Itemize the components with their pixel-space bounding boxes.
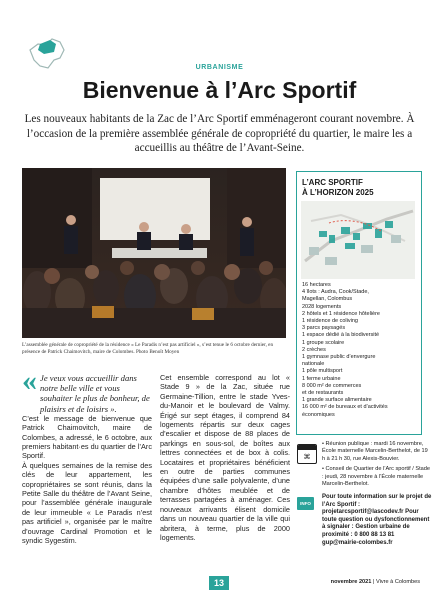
key-figure-item: 8 000 m² de commerces (302, 382, 362, 389)
lead-quote: Je veux vous accueillir dans notre belle ville et vous souhaiter le plus de bonheur, de plaisirs et de loisirs ». (40, 373, 150, 414)
article-title: Bienvenue à l’Arc Sportif (82, 77, 357, 103)
district-plan-map (301, 201, 415, 279)
svg-text:⌘: ⌘ (303, 454, 311, 461)
key-figure-item: 1 groupe scolaire (302, 339, 345, 346)
key-figure-item: 2 crèches (302, 346, 326, 353)
key-figure-item: 1 pôle multisport (302, 368, 343, 375)
meetings-info (322, 441, 432, 491)
assembly-photo (22, 168, 286, 338)
footer-issue (300, 579, 420, 585)
key-figure-item: 3 parcs paysagés (302, 325, 346, 332)
key-figures-title (302, 178, 417, 198)
key-figure-item: Magellan, Colombus (302, 296, 353, 303)
article-paragraph: Cet ensemble correspond au lot « Stade 9 » de la Zac, située rue Germaine-Tillion, entre le stade Yves-du-Manoir et le boulevard de Valmy. Érigé sur sept étages, il comprend 84 logements répartis sur deux cages d’escalier et dispose de 88 places de parkings en sous-sol, de boîtes aux lettres connectées et de box à colis. Locataires et propriétaires bénéficient en outre de parties communes équipées d’une salle polyvalente, d’une chambre d’hôtes meublée et de terrasses partagées à aménager. Ces nouveaux arrivants élisent domicile dans un nouveau quartier de la ville qui abritera, à terme, plus de 2000 logements. (160, 373, 290, 542)
key-figure-item: 2028 logements (302, 303, 342, 310)
key-figure-item: 16 hectares (302, 282, 331, 288)
theater-scene-illustration (22, 168, 286, 338)
key-figure-item: et de restaurants (302, 390, 344, 397)
article-paragraph: C’est le message de bienvenue que Patrick Chaimovitch, maire de Colombes, a adressé, le 6 octobre, aux premiers habitant·es du quartier de l’Arc Sportif. (22, 413, 152, 461)
key-figure-item: nationale (302, 361, 325, 368)
key-figure-item: 16 000 m² de bureaux et d’activités (302, 404, 388, 411)
calendar-icon (297, 444, 317, 464)
key-figure-item: 4 îlots : Audra, Cook/Stade, (302, 289, 369, 296)
contact-info: Pour toute information sur le projet de l’Arc Sportif : projetarcsportif@lascodev.fr Pour toute question ou dysfonctionnement à signaler : Gestion urbaine de proximité : 0 800 88 13 81 gup@mairie-colombes.fr (322, 494, 432, 546)
meeting-council: • Conseil de Quartier de l’Arc sportif / Stade : jeudi, 28 novembre à l’École maternelle Marcelin-Berthelot. (322, 466, 430, 488)
key-figures-list (302, 282, 417, 419)
meeting-public: • Réunion publique : mardi 16 novembre, École maternelle Marcelin-Berthelot, de 19 h à 21 h 30, rue Alexis-Bouvier. (322, 441, 428, 462)
photo-caption: L’assemblée générale de copropriété de la résidence « Le Paradis n’est pas artificiel », s’est tenue le 6 octobre dernier, en présence de Patrick Chaimovitch, maire de Colombes. Photo Benoît Moyen (22, 342, 274, 355)
key-figure-item: 1 grande surface alimentaire (302, 397, 372, 404)
footer-date: novembre 2021 (330, 579, 372, 585)
info-icon: INFO (297, 497, 314, 510)
key-figure-item: 1 gymnase public d’envergure (302, 354, 376, 361)
footer-magazine: Vivre à Colombes (375, 579, 420, 585)
article-column-1 (22, 364, 152, 546)
quote-mark-icon: « (22, 364, 37, 397)
page-number: 13 (209, 576, 229, 590)
key-figures-title-line: À L’HORIZON 2025 (302, 188, 374, 197)
key-figures-title-line: L’ARC SPORTIF (302, 178, 363, 187)
key-figure-item: 1 espace dédié à la biodiversité (302, 332, 380, 339)
key-figure-item: 1 résidence de coliving (302, 318, 358, 325)
article-paragraph: À quelques semaines de la remise des clés de leur appartement, les copropriétaires se sont réunis, dans la Petite Salle du théâtre de l’Avant Seine, pour l’assemblée générale inaugurale de leur immeuble « Le Paradis n’est pas artificiel », organisée par le maître d’ouvrage Cardinal Promotion et le syndic Sygestim. (22, 460, 152, 546)
article-intro: Les nouveaux habitants de la Zac de l’Arc Sportif emménageront courant novembre. À l’occasion de la première assemblée générale de copropriété du quartier, le maire les a accueillis au théâtre de l’Avant-Seine. (24, 113, 415, 154)
footer-separator: | (371, 579, 376, 585)
section-rubric: URBANISME (195, 64, 244, 71)
lead-quote-block (22, 364, 152, 414)
article-column-2 (160, 373, 290, 542)
key-figure-item: 2 hôtels et 1 résidence hôtelière (302, 310, 380, 317)
key-figure-item: économiques (302, 411, 335, 418)
key-figure-item: 1 ferme urbaine (302, 375, 341, 382)
